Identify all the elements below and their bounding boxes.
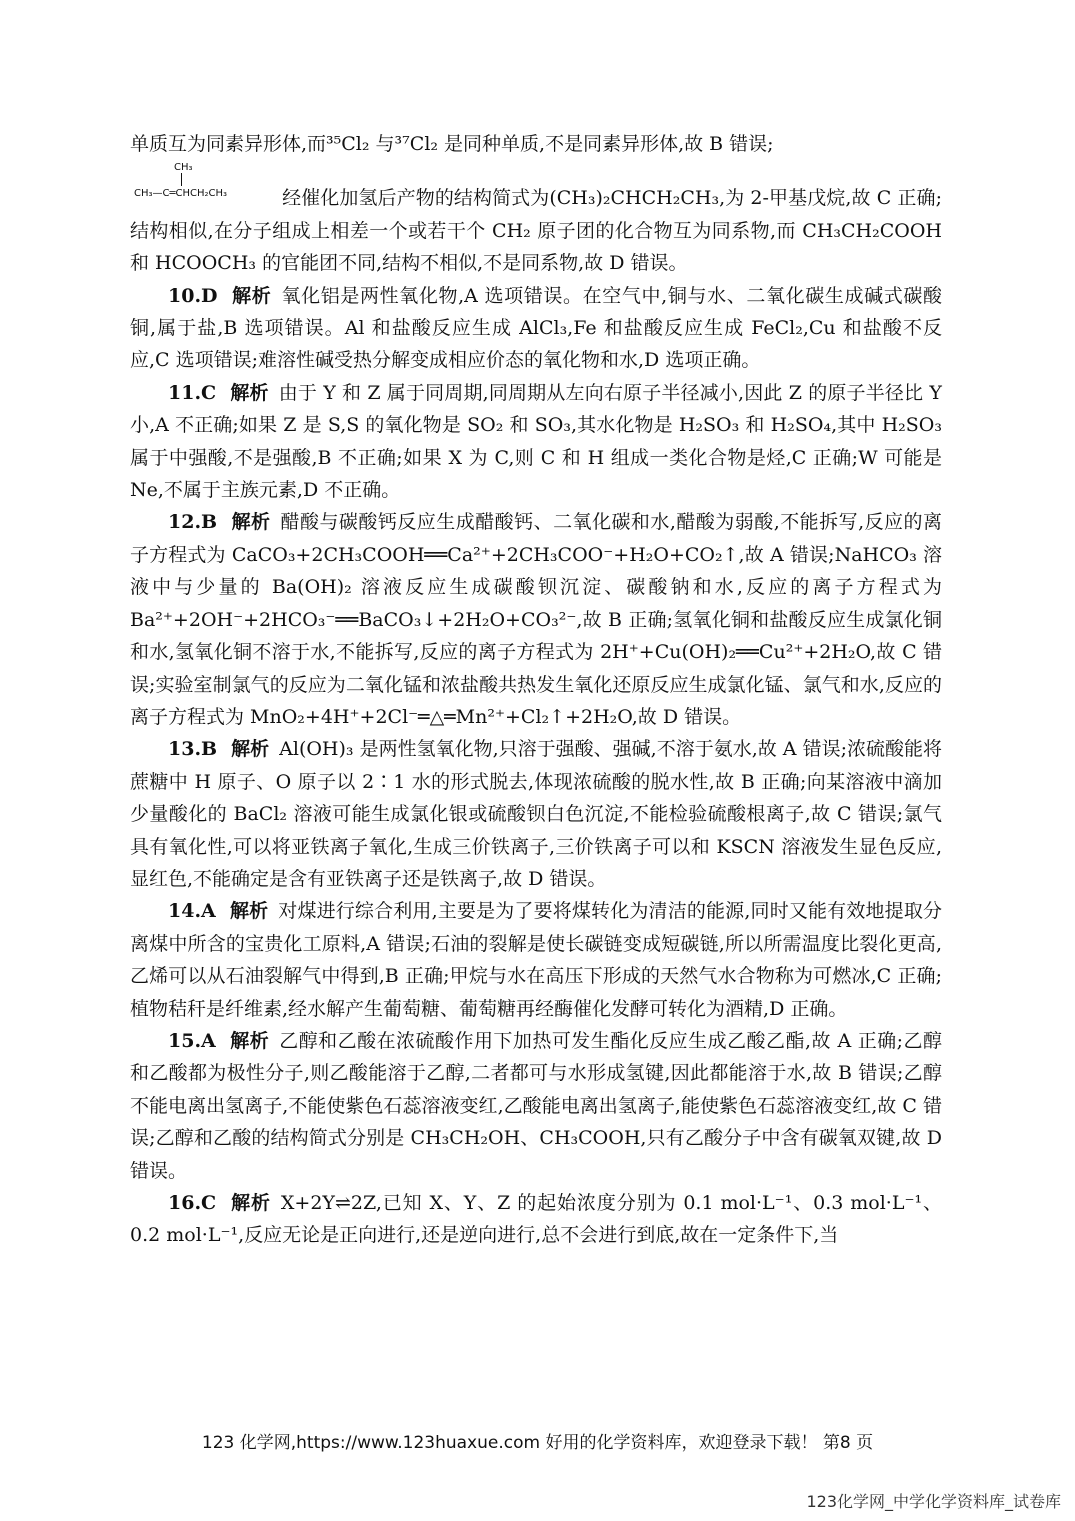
analysis-label: 解析: [229, 1029, 270, 1052]
paragraph-text: 单质互为同素异形体,而³⁵Cl₂ 与³⁷Cl₂ 是同种单质,不是同素异形体,故 B 错误;: [130, 133, 774, 155]
answer-11: [130, 377, 942, 507]
question-number: 11.C: [168, 381, 217, 404]
paragraph-structure-formula: [130, 164, 942, 279]
answer-14: [130, 895, 942, 1025]
paragraph-text: 对煤进行综合利用,主要是为了要将煤转化为清洁的能源,同时又能有效地提取分离煤中所含的宝贵化工原料,A 错误;石油的裂解是使长碳链变成短碳链,所以所需温度比裂化更高,乙烯可以从石油裂解气中得到,B 正确;甲烷与水在高压下形成的天然气水合物称为可燃冰,C 正确;植物秸秆是纤维素,经水解产生葡萄糖、葡萄糖再经酶催化发酵可转化为酒精,D 正确。: [130, 900, 942, 1020]
answer-12: [130, 506, 942, 733]
question-number: 15.A: [168, 1029, 216, 1052]
analysis-label: 解析: [230, 1192, 271, 1214]
question-number: 16.C: [168, 1192, 217, 1214]
question-number: 12.B: [168, 511, 218, 534]
page-footer: 123 化学网,https://www.123huaxue.com 好用的化学资料库，欢迎登录下载！ 第8 页: [201, 1433, 874, 1453]
question-number: 10.D: [168, 284, 218, 307]
main-chain: CH₃—C═CHCH₂CH₃: [134, 188, 228, 200]
answer-explanations: [130, 128, 942, 1252]
analysis-label: 解析: [230, 381, 269, 404]
paragraph-text: 氧化铝是两性氧化物,A 选项错误。在空气中,铜与水、二氧化碳生成碱式碳酸铜,属于盐,B 选项错误。Al 和盐酸反应生成 AlCl₃,Fe 和盐酸反应生成 FeCl₂,Cu 和盐酸不反应,C 选项错误;难溶性碱受热分解变成相应价态的氧化物和水,D 选项正确。: [130, 284, 942, 372]
question-number: 13.B: [168, 738, 218, 761]
analysis-label: 解析: [229, 900, 269, 923]
site-watermark: 123化学网_中学化学资料库_试卷库: [806, 1492, 1061, 1511]
paragraph-text: 醋酸与碳酸钙反应生成醋酸钙、二氧化碳和水,醋酸为弱酸,不能拆写,反应的离子方程式为 CaCO₃+2CH₃COOH══Ca²⁺+2CH₃COO⁻+H₂O+CO₂↑,故 A 错误;NaHCO₃ 溶液中与少量的 Ba(OH)₂ 溶液反应生成碳酸钡沉淀、碳酸钠和水,反应的离子方程式为 Ba²⁺+2OH⁻+2HCO₃⁻══BaCO₃↓+2H₂O+CO₃²⁻,故 B 正确;氢氧化铜和盐酸反应生成氯化铜和水,氢氧化铜不溶于水,不能拆写,反应的离子方程式为 2H⁺+Cu(OH)₂══Cu²⁺+2H₂O,故 C 错误;实验室制氯气的反应为二氧化锰和浓盐酸共热发生氧化还原反应生成氯化锰、氯气和水,反应的离子方程式为 MnO₂+4H⁺+2Cl⁻═△═Mn²⁺+Cl₂↑+2H₂O,故 D 错误。: [130, 511, 942, 728]
paragraph-text: 由于 Y 和 Z 属于同周期,同周期从左向右原子半径减小,因此 Z 的原子半径比 Y 小,A 不正确;如果 Z 是 S,S 的氧化物是 SO₂ 和 SO₃,其水化物是 H₂SO₃ 和 H₂SO₄,其中 H₂SO₃ 属于中强酸,不是强酸,B 不正确;如果 X 为 C,则 C 和 H 组成一类化合物是烃,C 正确;W 可能是 Ne,不属于主族元素,D 不正确。: [130, 381, 942, 502]
paragraph-text: 乙醇和乙酸在浓硫酸作用下加热可发生酯化反应生成乙酸乙酯,故 A 正确;乙醇和乙酸都为极性分子,则乙酸能溶于乙醇,二者都可与水形成氢键,因此都能溶于水,故 B 错误;乙醇不能电离出氢离子,不能使紫色石蕊溶液变红,乙酸能电离出氢离子,能使紫色石蕊溶液变红,故 C 错误;乙醇和乙酸的结构简式分别是 CH₃CH₂OH、CH₃COOH,只有乙酸分子中含有碳氧双键,故 D 错误。: [130, 1029, 942, 1182]
answer-15: [130, 1025, 942, 1187]
structural-formula: [130, 164, 276, 204]
paragraph-continuation: [130, 128, 942, 160]
answer-10: [130, 280, 942, 377]
paragraph-text: Al(OH)₃ 是两性氢氧化物,只溶于强酸、强碱,不溶于氨水,故 A 错误;浓硫酸能将蔗糖中 H 原子、O 原子以 2∶1 水的形式脱去,体现浓硫酸的脱水性,故 B 正确;向某溶液中滴加少量酸化的 BaCl₂ 溶液可能生成氯化银或硫酸钡白色沉淀,不能检验硫酸根离子,故 C 错误;氯气具有氧化性,可以将亚铁离子氧化,生成三价铁离子,三价铁离子可以和 KSCN 溶液发生显色反应,显红色,不能确定是含有亚铁离子还是铁离子,故 D 错误。: [130, 738, 942, 890]
paragraph-text: X+2Y⇌2Z,已知 X、Y、Z 的起始浓度分别为 0.1 mol·L⁻¹、0.3 mol·L⁻¹、0.2 mol·L⁻¹,反应无论是正向进行,还是逆向进行,总不会进行到底,故在一定条件下,当: [130, 1192, 942, 1247]
answer-16: [130, 1187, 942, 1252]
answer-13: [130, 733, 942, 895]
question-number: 14.A: [168, 900, 216, 923]
analysis-label: 解析: [231, 738, 270, 761]
bond-line: [181, 173, 182, 186]
analysis-label: 解析: [231, 511, 271, 534]
analysis-label: 解析: [231, 284, 272, 307]
paragraph-text: 经催化加氢后产物的结构简式为(CH₃)₂CHCH₂CH₃,为 2-甲基戊烷,故 C 正确;结构相似,在分子组成上相差一个或若干个 CH₂ 原子团的化合物互为同系物,而 CH₃CH₂COOH 和 HCOOCH₃ 的官能团不同,结构不相似,不是同系物,故 D 错误。: [130, 187, 942, 275]
methyl-branch: CH₃: [174, 162, 193, 174]
